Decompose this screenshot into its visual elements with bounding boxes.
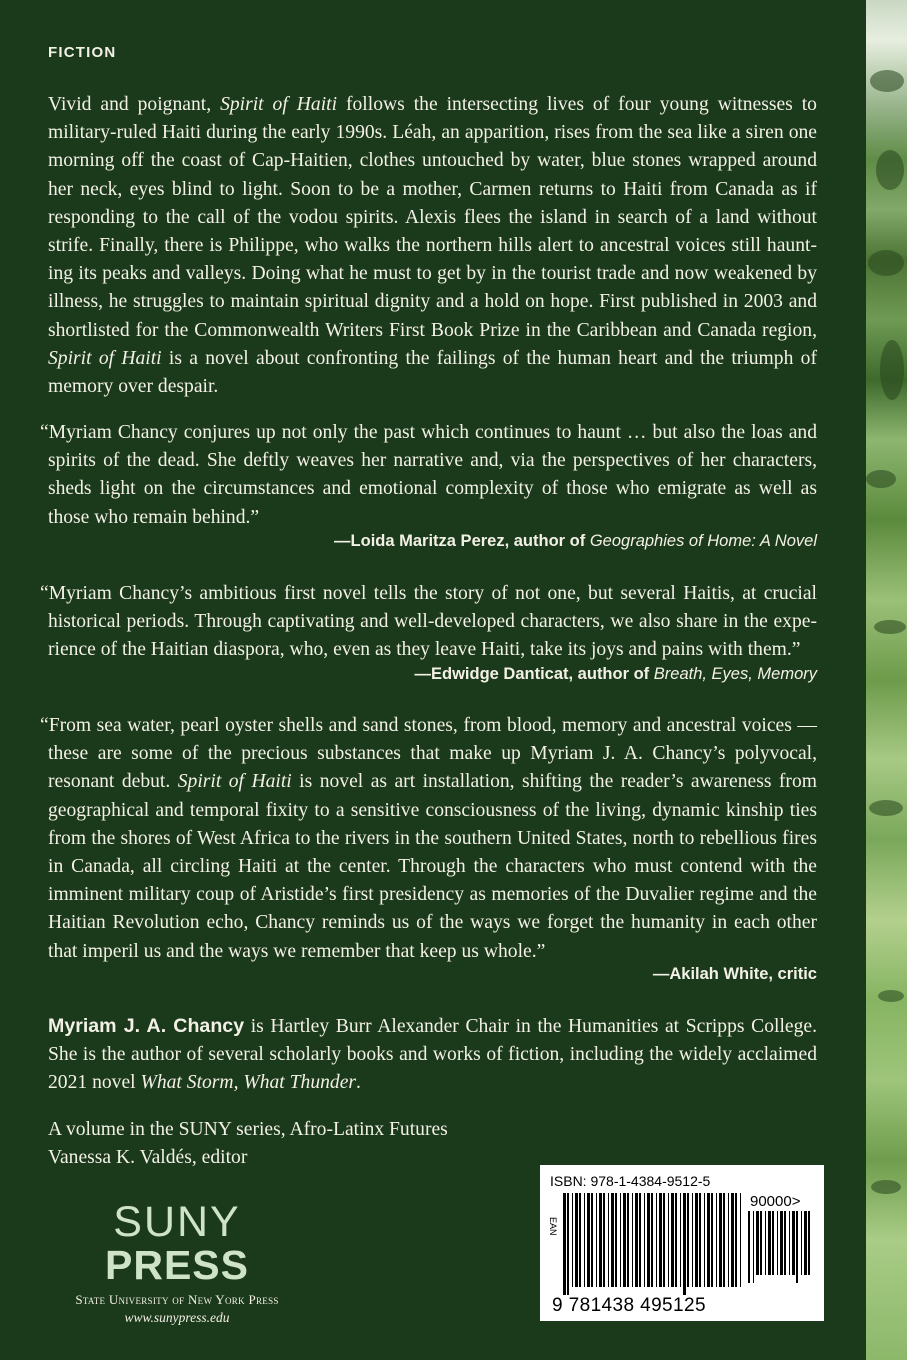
genre-label: FICTION <box>48 44 117 61</box>
barcode-bar <box>711 1193 713 1287</box>
barcode-bar <box>611 1193 614 1287</box>
barcode-bar <box>647 1193 650 1287</box>
barcode-bar <box>695 1193 698 1287</box>
review-quote: “Myriam Chancy conjures up not only the past which continues to haunt … but also the loas and spirits of the dead. She deftly weaves her narrative and, via the perspectives of her characters, sheds light on the circumstances and emotional complexity of those who emigrate as well as those who remain behind.” <box>40 422 817 528</box>
barcode-bar <box>596 1193 597 1287</box>
barcode-bar <box>731 1193 734 1287</box>
bio-end: . <box>356 1072 361 1094</box>
barcode-bar <box>587 1193 590 1287</box>
barcode-bar <box>768 1211 771 1275</box>
barcode-bar <box>668 1193 669 1287</box>
barcode-bar <box>748 1211 750 1283</box>
quote-attribution: —Akilah White, critic <box>652 965 817 983</box>
addon-mark: > <box>791 1193 801 1210</box>
quote-attribution <box>334 532 817 551</box>
barcode-bar <box>707 1193 710 1287</box>
barcode-bar <box>756 1211 759 1275</box>
barcode-bar <box>680 1193 681 1287</box>
author-name: Myriam J. A. Chancy <box>48 1015 245 1037</box>
barcode-bar <box>735 1193 737 1287</box>
barcode-bar <box>663 1193 665 1287</box>
quote-text: “From sea water, pearl oyster shells and sand stones, from blood, memory and ancestral voices —these are some of the precious substances that make up Myriam J. A. Chancy’s polyvocal, resonant debut. <box>40 715 817 793</box>
barcode-bar <box>675 1193 677 1287</box>
barcode-bar <box>723 1193 725 1287</box>
logo-suny: SUNY <box>113 1198 241 1246</box>
barcode-bar <box>728 1193 729 1287</box>
blurb-text: Vivid and poignant, <box>48 94 221 115</box>
quote-attribution <box>415 665 818 684</box>
barcode-bar <box>704 1193 705 1287</box>
barcode-bar <box>567 1193 569 1295</box>
barcode-bar <box>639 1193 641 1287</box>
series-info <box>48 1116 448 1172</box>
barcode-bar <box>659 1193 662 1287</box>
barcode-bar <box>615 1193 617 1287</box>
isbn-label: ISBN: 978-1-4384-9512-5 <box>550 1173 711 1189</box>
barcode-bar <box>575 1193 578 1287</box>
book-title: Spirit of Haiti <box>48 347 162 369</box>
barcode-bar <box>603 1193 605 1287</box>
barcode-bar <box>765 1211 766 1275</box>
barcode-bar <box>671 1193 674 1287</box>
barcode-bar <box>563 1193 566 1295</box>
barcode-addon <box>750 1193 800 1210</box>
barcode-bar <box>699 1193 701 1287</box>
series-name: A volume in the SUNY series, Afro-Latinx Futures <box>48 1119 448 1140</box>
attribution-author: —Loida Maritza Perez, author of <box>334 532 590 550</box>
barcode-bar <box>599 1193 602 1287</box>
barcode <box>540 1165 824 1321</box>
series-editor: Vanessa K. Valdés, editor <box>48 1147 248 1168</box>
barcode-bar <box>579 1193 581 1287</box>
barcode-bars <box>563 1193 743 1295</box>
barcode-bar <box>656 1193 657 1287</box>
barcode-bar <box>808 1211 810 1275</box>
barcode-bar <box>719 1193 722 1287</box>
publisher-name: State University of New York Press <box>75 1292 279 1307</box>
book-description <box>48 91 817 401</box>
publisher-url: www.sunypress.edu <box>124 1310 230 1325</box>
barcode-bar <box>644 1193 645 1287</box>
barcode-bar <box>683 1193 686 1295</box>
barcode-bar <box>792 1211 795 1275</box>
barcode-bar <box>801 1211 802 1275</box>
author-bio <box>48 1012 817 1098</box>
barcode-bar <box>623 1193 626 1287</box>
barcode-bar <box>804 1211 807 1275</box>
attribution-work: Geographies of Home: A Novel <box>589 532 817 550</box>
novel-title: What Storm, What Thunder <box>140 1072 357 1094</box>
front-cover-edge-photo <box>866 0 907 1360</box>
barcode-bar <box>784 1211 786 1275</box>
barcode-bar <box>760 1211 762 1275</box>
barcode-bar <box>772 1211 774 1275</box>
barcode-bar <box>716 1193 717 1287</box>
barcode-bar <box>789 1211 790 1275</box>
barcode-bar <box>780 1211 783 1275</box>
review-quote: “Myriam Chancy’s ambitious first novel tells the story of not one, but several Haitis, at crucial historical periods. Through captivating and well-developed characters, we also share in the experience of the Haitian diaspora, who, even as they leave Haiti, take its joys and pains with them.” <box>40 583 817 661</box>
review-quote <box>40 712 817 966</box>
ean-digits: 9 781438 495125 <box>552 1295 706 1316</box>
barcode-bar <box>591 1193 593 1287</box>
barcode-bar <box>608 1193 609 1287</box>
barcode-bar <box>740 1193 741 1287</box>
barcode-bar <box>635 1193 638 1287</box>
publisher-logo <box>48 1200 306 1326</box>
book-title: Spirit of Haiti <box>177 771 292 793</box>
barcode-bar <box>584 1193 585 1287</box>
barcode-bar <box>627 1193 629 1287</box>
barcode-bar <box>687 1193 689 1287</box>
barcode-bar <box>796 1211 798 1283</box>
addon-digits: 90000 <box>750 1193 792 1210</box>
barcode-addon-bars <box>748 1211 814 1283</box>
barcode-bar <box>692 1193 693 1287</box>
barcode-bar <box>572 1193 573 1287</box>
attribution-author: —Edwidge Danticat, author of <box>414 665 654 683</box>
barcode-bar <box>777 1211 778 1275</box>
bio-text: is Hartley Burr Alexander Chair in the Humanities at Scripps College. She is the author of several scholarly books and works of fiction, including the widely acclaimed 2021 novel <box>48 1016 817 1094</box>
ean-label: EAN <box>548 1217 558 1236</box>
blurb-text: is a novel about confronting the failings of the human heart and the triumph of memory over despair. <box>48 347 817 398</box>
logo-press: PRESS <box>105 1242 249 1288</box>
barcode-bar <box>620 1193 621 1287</box>
barcode-bar <box>753 1211 754 1283</box>
barcode-bar <box>632 1193 633 1287</box>
attribution-work: Breath, Eyes, Memory <box>653 665 817 683</box>
quote-text: is novel as art installation, shifting the reader’s awareness from geographical and temporal fixity to a sensitive consciousness of the living, dynamic kinship ties from the shores of West Africa to the rivers in the southern United States, north to rebellious fires in Canada, all circling Haiti at the center. Through the characters who must contend with the imminent military coup of Aristide’s first presidency as memories of the Duvalier regime and the Haitian Revolution echo, Chancy reminds us of the ways we forget the humanity in each other that imperil us and the ways we remember that keep us whole.” <box>48 771 817 962</box>
blurb-text: follows the intersecting lives of four young witnesses to military-ruled Haiti during the early 1990s. Léah, an apparition, rises from the sea like a siren one morning off the coast of Cap-Haitien, clothes untouched by water, blue stones wrapped around her neck, eyes blind to light. Soon to be a mother, Carmen returns to Haiti from Canada as if responding to the call of the vodou spirits. Alexis flees the island in search of a land without strife. Finally, there is Philippe, who walks the northern hills alert to ancestral voices still haunting its peaks and valleys. Doing what he must to get by in the tourist trade and now weakened by illness, he struggles to maintain spiritual dignity and a hold on hope. First published in 2003 and shortlisted for the Commonwealth Writers First Book Prize in the Caribbean and Canada region, <box>48 94 817 341</box>
barcode-bar <box>651 1193 653 1287</box>
book-title: Spirit of Haiti <box>220 94 338 115</box>
